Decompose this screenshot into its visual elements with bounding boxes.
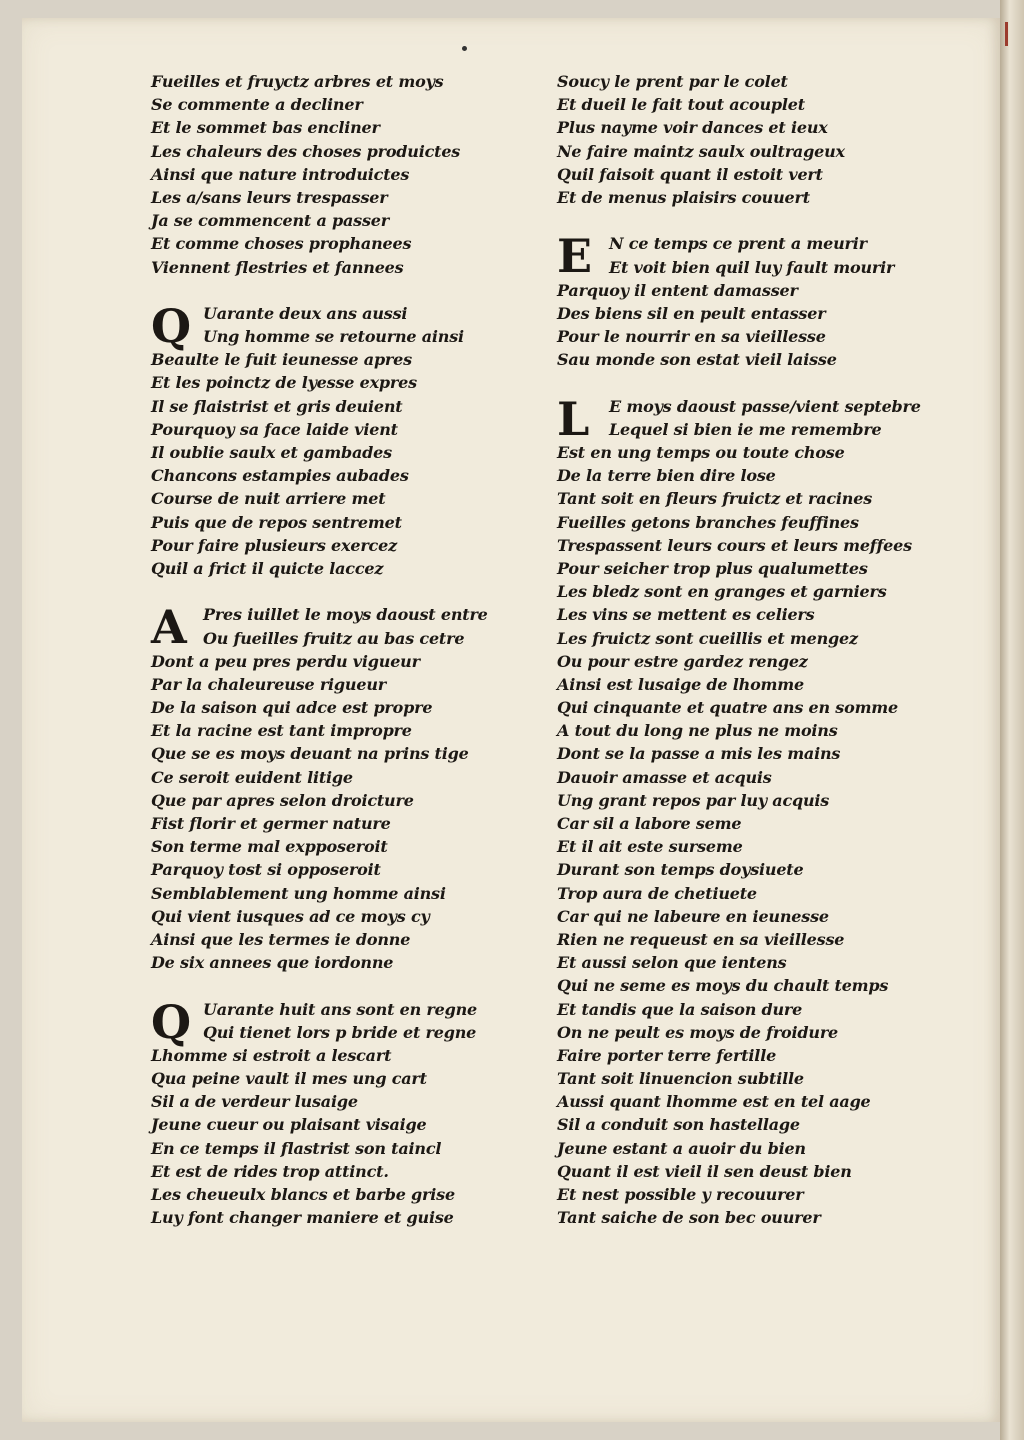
verse-line: Puis que de repos sentremet: [151, 512, 402, 532]
drop-cap-initial: L: [557, 391, 590, 446]
verse-line: Sil a conduit son hastellage: [557, 1115, 800, 1135]
verse-line: Trop aura de chetiuete: [557, 883, 757, 903]
verse-line: A tout du long ne plus ne moins: [557, 721, 838, 741]
verse-line: De six annees que iordonne: [151, 953, 394, 973]
verse-line: Pour le nourrir en sa vieillesse: [557, 327, 826, 347]
verse-line: Qui ne seme es moys du chault temps: [557, 976, 889, 996]
verse-line: Ce seroit euident litige: [151, 767, 353, 787]
verse-line: Qui cinquante et quatre ans en somme: [557, 698, 899, 718]
verse-line: Dauoir amasse et acquis: [557, 767, 772, 787]
verse-line: Pres iuillet le moys daoust entre: [203, 605, 488, 625]
verse-line: Fueilles getons branches feuffines: [557, 512, 859, 532]
verse-line: Et aussi selon que ientens: [557, 953, 787, 973]
verse-line: Jeune estant a auoir du bien: [557, 1138, 806, 1158]
drop-cap-initial: A: [151, 600, 187, 655]
verse-line: Les chaleurs des choses produictes: [151, 141, 461, 161]
verse-line: Ne faire maintz saulx oultrageux: [557, 141, 845, 161]
verse-line: Luy font changer maniere et guise: [151, 1208, 454, 1228]
verse-line: Il oublie saulx et gambades: [151, 443, 392, 462]
verse-line: Rien ne requeust en sa vieillesse: [557, 929, 845, 949]
verse-line: Tant saiche de son bec ouurer: [557, 1208, 821, 1228]
verse-line: Sau monde son estat vieil laisse: [557, 350, 837, 370]
drop-cap-initial: Q: [151, 298, 191, 353]
verse-line: Et nest possible y recouurer: [557, 1185, 804, 1204]
verse-line: Ung homme se retourne ainsi: [203, 327, 464, 347]
right-stanza-3: [557, 391, 937, 1230]
verse-line: Les vins se mettent es celiers: [557, 605, 815, 625]
verse-line: Semblablement ung homme ainsi: [151, 883, 446, 903]
verse-line: Dont a peu pres perdu vigueur: [151, 651, 420, 671]
verse-line: Course de nuit arriere met: [151, 489, 386, 509]
book-spine-edge: [1000, 0, 1024, 1440]
verse-line: Plus nayme voir dances et ieux: [557, 118, 828, 138]
verse-line: Des biens sil en peult entasser: [557, 303, 826, 323]
verse-line: Se commente a decliner: [151, 95, 363, 115]
left-stanza-2: [151, 298, 511, 580]
right-stanza-2: [557, 229, 937, 371]
verse-line: Parquoy tost si opposeroit: [151, 860, 381, 880]
verse-line: Uarante deux ans aussi: [203, 303, 408, 323]
verse-line: N ce temps ce prent a meurir: [609, 234, 867, 254]
verse-line: Ou pour estre gardez rengez: [557, 651, 808, 671]
verse-line: Fueilles et fruyctz arbres et moys: [151, 72, 444, 91]
drop-cap-initial: Q: [151, 994, 191, 1049]
ink-dot: [462, 46, 467, 51]
verse-line: Et le sommet bas encliner: [151, 118, 380, 138]
verse-line: Et voit bien quil luy fault mourir: [609, 257, 895, 277]
verse-line: Pour faire plusieurs exercez: [151, 535, 397, 555]
verse-line: Pourquoy sa face laide vient: [151, 419, 398, 439]
verse-line: Qui vient iusques ad ce moys cy: [151, 906, 430, 926]
left-column: [151, 70, 511, 1229]
verse-line: Et dueil le fait tout acouplet: [557, 95, 805, 115]
spine-ribbon: [1005, 22, 1008, 46]
verse-line: Trespassent leurs cours et leurs meffees: [557, 535, 912, 555]
verse-line: Les cheueulx blancs et barbe grise: [151, 1185, 455, 1204]
verse-line: Dont se la passe a mis les mains: [557, 744, 841, 764]
verse-line: Et est de rides trop attinct.: [151, 1161, 389, 1181]
verse-line: Qui tienet lors p bride et regne: [203, 1022, 477, 1042]
verse-line: Quil a frict il quicte laccez: [151, 558, 384, 578]
verse-line: Ainsi que nature introduictes: [151, 164, 410, 184]
verse-line: Sil a de verdeur lusaige: [151, 1092, 358, 1112]
left-stanza-1: [151, 70, 511, 279]
verse-line: Durant son temps doysiuete: [557, 860, 804, 880]
verse-line: Ung grant repos par luy acquis: [557, 790, 830, 810]
verse-line: Et tandis que la saison dure: [557, 999, 803, 1019]
verse-line: Ou fueilles fruitz au bas cetre: [203, 628, 465, 648]
verse-line: Et il ait este surseme: [557, 837, 743, 857]
drop-cap-initial: E: [557, 229, 592, 284]
verse-line: Beaulte le fuit ieunesse apres: [151, 350, 412, 370]
verse-line: Lequel si bien ie me remembre: [609, 419, 882, 439]
verse-line: Que par apres selon droicture: [151, 790, 414, 810]
verse-line: Chancons estampies aubades: [151, 466, 409, 486]
verse-line: Il se flaistrist et gris deuient: [151, 396, 403, 416]
verse-line: Les fruictz sont cueillis et mengez: [557, 628, 858, 648]
verse-line: Fist florir et germer nature: [151, 814, 391, 833]
verse-line: Car sil a labore seme: [557, 814, 742, 833]
verse-line: Pour seicher trop plus qualumettes: [557, 558, 868, 578]
verse-line: Viennent flestries et fannees: [151, 257, 404, 277]
verse-line: Les bledz sont en granges et garniers: [557, 582, 887, 602]
verse-line: Faire porter terre fertille: [557, 1045, 777, 1065]
verse-line: De la saison qui adce est propre: [151, 698, 433, 718]
verse-line: Et les poinctz de lyesse expres: [151, 373, 417, 393]
verse-line: E moys daoust passe/vient septebre: [609, 396, 921, 416]
verse-line: Ainsi que les termes ie donne: [151, 929, 411, 949]
verse-line: Quil faisoit quant il estoit vert: [557, 164, 823, 184]
right-column: [557, 70, 937, 1229]
verse-line: En ce temps il flastrist son taincl: [151, 1138, 442, 1158]
verse-line: Et comme choses prophanees: [151, 234, 412, 254]
verse-line: Et de menus plaisirs couuert: [557, 187, 810, 207]
verse-line: Son terme mal expposeroit: [151, 837, 388, 857]
verse-line: Que se es moys deuant na prins tige: [151, 744, 469, 764]
verse-line: Tant soit linuencion subtille: [557, 1069, 804, 1089]
verse-line: Uarante huit ans sont en regne: [203, 999, 478, 1019]
verse-line: Les a/sans leurs trespasser: [151, 187, 388, 207]
verse-line: Et la racine est tant impropre: [151, 721, 412, 741]
verse-line: Qua peine vault il mes ung cart: [151, 1069, 427, 1089]
verse-line: Aussi quant lhomme est en tel aage: [557, 1092, 871, 1112]
verse-line: Lhomme si estroit a lescart: [151, 1045, 392, 1065]
verse-line: Jeune cueur ou plaisant visaige: [151, 1115, 427, 1135]
right-stanza-1: [557, 70, 937, 209]
left-stanza-3: [151, 600, 511, 974]
verse-line: Ainsi est lusaige de lhomme: [557, 674, 804, 694]
verse-line: Parquoy il entent damasser: [557, 280, 798, 300]
verse-line: De la terre bien dire lose: [557, 466, 776, 486]
verse-line: Par la chaleureuse rigueur: [151, 674, 386, 694]
left-stanza-4: [151, 994, 511, 1230]
verse-line: Car qui ne labeure en ieunesse: [557, 906, 829, 926]
verse-line: Soucy le prent par le colet: [557, 72, 788, 91]
verse-line: Est en ung temps ou toute chose: [557, 443, 845, 462]
verse-line: On ne peult es moys de froidure: [557, 1022, 839, 1042]
verse-line: Tant soit en fleurs fruictz et racines: [557, 489, 873, 509]
verse-line: Quant il est vieil il sen deust bien: [557, 1161, 852, 1181]
verse-line: Ja se commencent a passer: [151, 211, 389, 231]
